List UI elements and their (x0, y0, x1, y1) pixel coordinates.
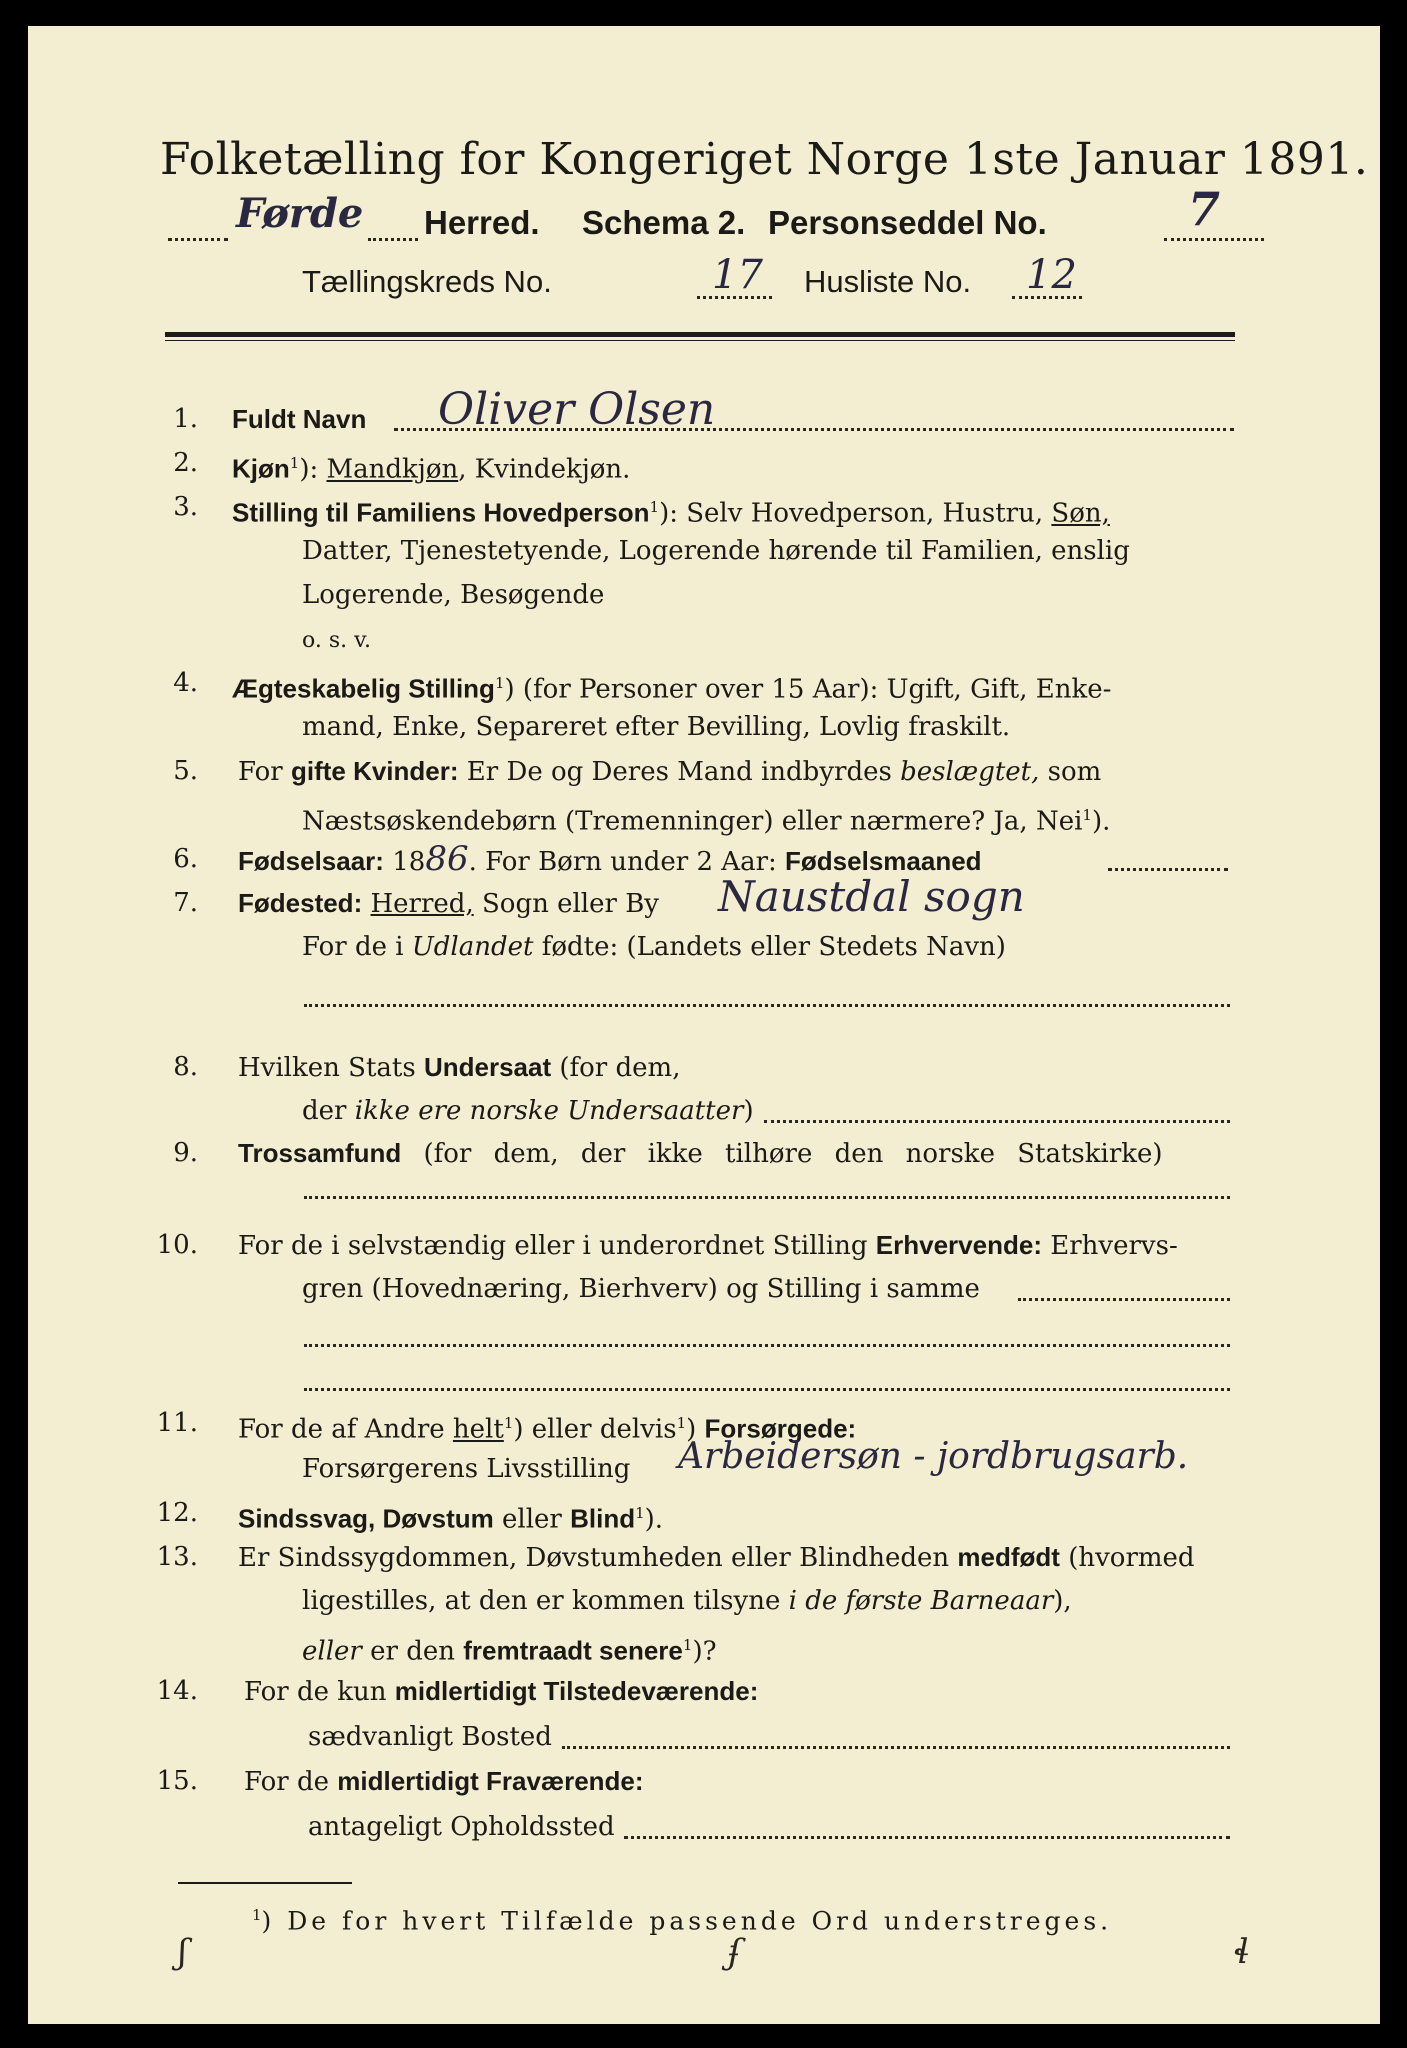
item-number-3: 3. (173, 492, 198, 522)
q9-fill-line (304, 1196, 1230, 1199)
q2-selected: Mandkjøn (326, 454, 459, 485)
item-number-2: 2. (173, 448, 198, 478)
item-number-6: 6. (173, 844, 198, 874)
q7-line-2: For de i Udlandet fødte: (Landets eller Stedets Navn) (302, 932, 1006, 962)
item-number-5: 5. (173, 756, 198, 786)
census-form (28, 26, 1380, 2024)
item-number-9: 9. (173, 1138, 198, 1168)
q13-line-3: eller er den fremtraadt senere$^1$)? (302, 1635, 717, 1667)
q7-line-1: Fødested: Herred, Sogn eller By (238, 888, 659, 919)
q11-value: Arbeidersøn - jordbrugsarb. (678, 1436, 1189, 1477)
q2-row: Kjøn$^1$): Mandkjøn, Kvindekjøn. (232, 453, 631, 485)
footnote-rule (178, 1882, 352, 1884)
ink-mark-right: ɬ (1234, 1932, 1250, 1972)
q1-value: Oliver Olsen (438, 384, 716, 435)
q11-line-1: For de af Andre helt$^1$) eller delvis$^1$) Forsørgede: (238, 1413, 857, 1445)
husliste-value: 12 (1026, 252, 1077, 298)
item-number-14: 14. (156, 1676, 198, 1706)
header-rule-thin (165, 340, 1235, 341)
q10-line-2: gren (Hovednæring, Bierhverv) og Stilling i samme (302, 1274, 980, 1304)
item-number-8: 8. (173, 1052, 198, 1082)
kreds-label: Tællingskreds No. (302, 264, 552, 299)
q14-fill-line (562, 1746, 1230, 1749)
header-line-2 (302, 252, 1077, 300)
q15-line-1: For de midlertidigt Fraværende: (244, 1766, 644, 1797)
q6-fill-line (1108, 868, 1228, 871)
q3-line-3: Logerende, Besøgende (302, 580, 605, 610)
q5-line-1: For gifte Kvinder: Er De og Deres Mand indbyrdes beslægtet, som (238, 756, 1102, 787)
q8-fill-line (764, 1120, 1230, 1123)
personseddel-value: 7 (1188, 182, 1221, 236)
item-number-1: 1. (173, 404, 198, 434)
item-number-15: 15. (156, 1766, 198, 1796)
q7-value: Naustdal sogn (718, 872, 1025, 921)
herred-value: Førde (236, 190, 364, 237)
q9-line: Trossamfund (for dem, der ikke tilhøre den norske Statskirke) (238, 1138, 1163, 1169)
q6-line: Fødselsaar: 1886. For Børn under 2 Aar: Fødselsmaaned (238, 839, 982, 879)
q3-line-4: o. s. v. (302, 628, 371, 653)
schema-label: Schema 2. (582, 204, 746, 241)
q11-line-2: Forsørgerens Livsstilling (302, 1454, 631, 1484)
q7-fill-line (304, 1004, 1230, 1007)
q13-line-1: Er Sindssygdommen, Døvstumheden eller Blindheden medfødt (hvormed (238, 1542, 1195, 1573)
item-number-10: 10. (156, 1230, 198, 1260)
q3-line-1: Stilling til Familiens Hovedperson$^1$): Selv Hovedperson, Hustru, Søn, (232, 497, 1110, 529)
q1-label: Fuldt Navn (232, 404, 367, 434)
q8-line-2: der ikke ere norske Undersaatter) (302, 1096, 754, 1126)
item-number-4: 4. (173, 668, 198, 698)
ink-mark-left: ʃ (178, 1932, 188, 1972)
q10-fill-line-3 (304, 1388, 1230, 1391)
q10-fill-line-1 (1018, 1298, 1230, 1301)
q15-fill-line (624, 1836, 1230, 1839)
q12-line: Sindssvag, Døvstum eller Blind$^1$). (238, 1503, 664, 1535)
item-number-13: 13. (156, 1542, 198, 1572)
q15-line-2: antageligt Opholdssted (308, 1812, 615, 1842)
item-number-12: 12. (156, 1498, 198, 1528)
q10-fill-line-2 (304, 1344, 1230, 1347)
q10-line-1: For de i selvstændig eller i underordnet Stilling Erhvervende: Erhvervs- (238, 1230, 1178, 1261)
personseddel-label: Personseddel No. (768, 204, 1047, 241)
q7-selected: Herred, (370, 889, 474, 919)
q11-selected: helt (452, 1414, 504, 1445)
form-title: Folketælling for Kongeriget Norge 1ste Januar 1891. (160, 134, 1369, 185)
item-number-11: 11. (156, 1408, 198, 1438)
q3-line-2: Datter, Tjenestetyende, Logerende hørende til Familien, enslig (302, 536, 1130, 566)
footnote: $^1$) De for hvert Tilfælde passende Ord understreges. (252, 1906, 1113, 1936)
q14-line-1: For de kun midlertidigt Tilstedeværende: (244, 1676, 759, 1707)
q14-line-2: sædvanligt Bosted (308, 1722, 552, 1752)
q13-line-2: ligestilles, at den er kommen tilsyne i de første Barneaar), (302, 1586, 1072, 1616)
q4-line-2: mand, Enke, Separeret efter Bevilling, Lovlig fraskilt. (302, 712, 1011, 742)
husliste-label: Husliste No. (804, 264, 972, 299)
q6-value: 86 (425, 839, 469, 879)
ink-mark-center: ʄ (728, 1932, 741, 1972)
herred-label: Herred. (424, 204, 540, 241)
q8-line-1: Hvilken Stats Undersaat (for dem, (238, 1052, 681, 1083)
item-number-7: 7. (173, 888, 198, 918)
q5-line-2: Næstsøskendebørn (Tremenninger) eller nærmere? Ja, Nei$^1$). (302, 806, 1111, 837)
q3-selected: Søn, (1051, 498, 1110, 529)
kreds-value: 17 (712, 252, 763, 298)
header-rule (165, 332, 1235, 337)
q4-line-1: Ægteskabelig Stilling$^1$) (for Personer over 15 Aar): Ugift, Gift, Enke- (232, 673, 1112, 705)
